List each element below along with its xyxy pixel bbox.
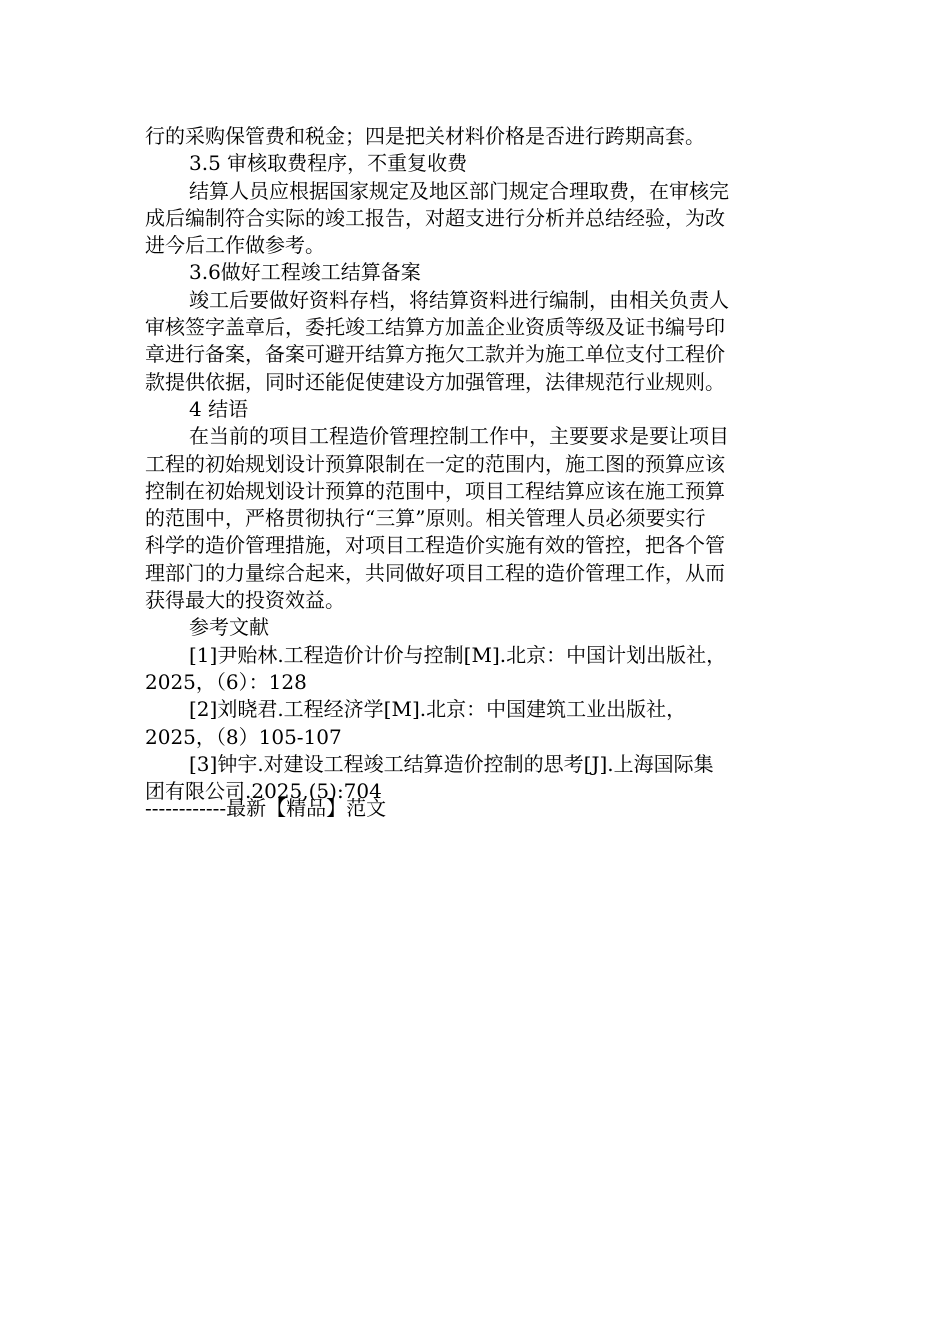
- references-heading: 参考文献: [189, 615, 269, 640]
- section-heading: 4 结语: [189, 396, 249, 421]
- text-line: 款提供依据，同时还能促使建设方加强管理，法律规范行业规则。: [145, 369, 725, 394]
- text-line: 结算人员应根据国家规定及地区部门规定合理取费，在审核完: [189, 178, 729, 203]
- text-line: 章进行备案，备案可避开结算方拖欠工款并为施工单位支付工程价: [145, 342, 725, 367]
- section-heading: 3.5 审核取费程序，不重复收费: [189, 151, 468, 176]
- text-line: 工程的初始规划设计预算限制在一定的范围内，施工图的预算应该: [145, 451, 725, 476]
- reference-item: [2]刘晓君.工程经济学[M].北京：中国建筑工业出版社，: [189, 697, 687, 722]
- reference-item: 团有限公司.2025,(5):704: [145, 779, 382, 804]
- text-line: 的范围中，严格贯彻执行“三算”原则。相关管理人员必须要实行: [145, 506, 706, 531]
- text-line: 获得最大的投资效益。: [145, 588, 345, 613]
- text-line: 控制在初始规划设计预算的范围中，项目工程结算应该在施工预算: [145, 478, 725, 503]
- reference-item: [1]尹贻林.工程造价计价与控制[M].北京：中国计划出版社，: [189, 642, 727, 667]
- text-line: 科学的造价管理措施，对项目工程造价实施有效的管控，把各个管: [145, 533, 725, 558]
- reference-item: 2025，（6）：128: [145, 669, 307, 694]
- reference-item: [3]钟宇.对建设工程竣工结算造价控制的思考[J].上海国际集: [189, 751, 714, 776]
- text-line: 竣工后要做好资料存档，将结算资料进行编制，由相关负责人: [189, 287, 729, 312]
- text-line: 行的采购保管费和税金；四是把关材料价格是否进行跨期高套。: [145, 124, 705, 148]
- section-heading: 3.6做好工程竣工结算备案: [189, 260, 421, 285]
- body-text: [145, 123, 805, 805]
- footer-text: ------------最新【精品】范文: [145, 796, 387, 820]
- text-line: 理部门的力量综合起来，共同做好项目工程的造价管理工作，从而: [145, 560, 725, 585]
- reference-item: 2025，（8）105-107: [145, 724, 342, 749]
- text-line: 在当前的项目工程造价管理控制工作中，主要要求是要让项目: [189, 424, 729, 449]
- text-line: 成后编制符合实际的竣工报告，对超支进行分析并总结经验，为改: [145, 205, 725, 230]
- text-line: 审核签字盖章后，委托竣工结算方加盖企业资质等级及证书编号印: [145, 315, 725, 340]
- text-line: 进今后工作做参考。: [145, 233, 325, 258]
